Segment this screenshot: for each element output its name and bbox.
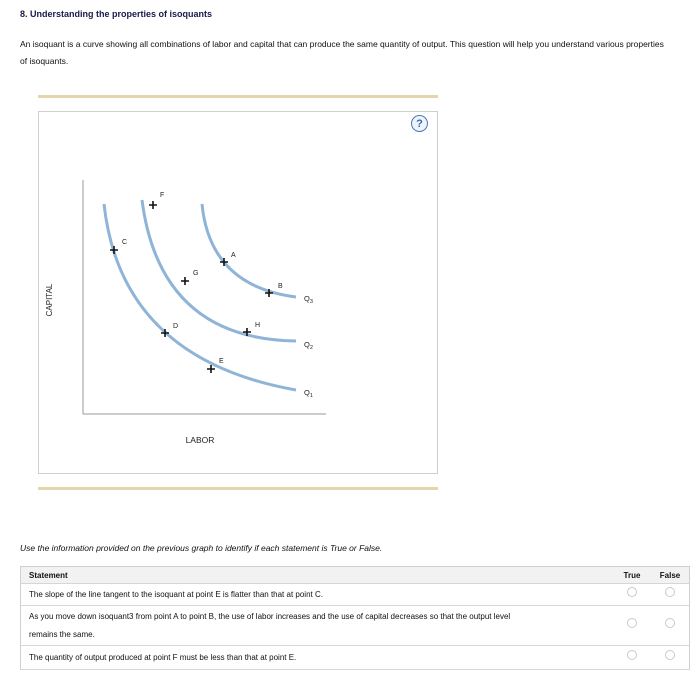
instructions: Use the information provided on the previous graph to identify if each statement is True or False. xyxy=(20,543,383,553)
point-g xyxy=(181,270,198,285)
isoquant-q1 xyxy=(104,204,296,390)
false-radio[interactable] xyxy=(665,618,675,628)
help-icon[interactable]: ? xyxy=(411,115,428,132)
false-radio[interactable] xyxy=(665,587,675,597)
isoquant-q2 xyxy=(142,200,296,341)
isoquant-q2-label: $Q_2$ xyxy=(304,340,313,351)
table-header-row xyxy=(21,567,690,584)
table-row xyxy=(21,584,690,606)
point-e-label: E xyxy=(219,358,224,365)
point-b-label: B xyxy=(278,283,283,290)
point-h-label: H xyxy=(255,322,261,329)
statement-text: The quantity of output produced at point F must be less than that at point E. xyxy=(21,646,614,670)
intro-text: An isoquant is a curve showing all combinations of labor and capital that can produce the same quantity of output. This question will help you understand various properties of isoquants. xyxy=(20,39,664,66)
point-d-label: D xyxy=(173,323,179,330)
point-a-label: A xyxy=(231,252,236,259)
statement-text: The slope of the line tangent to the isoquant at point E is flatter than that at point C. xyxy=(21,584,614,606)
point-g-label: G xyxy=(193,270,199,277)
point-f-label: F xyxy=(160,192,165,199)
false-cell xyxy=(651,606,690,646)
statement-text: As you move down isoquant3 from point A to point B, the use of labor increases and the use of capital decreases so that the output level remains the same. xyxy=(21,606,614,646)
true-radio[interactable] xyxy=(627,618,637,628)
question-title: 8. Understanding the properties of isoquants xyxy=(20,9,213,19)
false-radio[interactable] xyxy=(665,650,675,660)
false-header: False xyxy=(651,567,690,584)
isoquant-q3-label: $Q_3$ xyxy=(304,294,313,305)
point-f xyxy=(149,192,164,209)
true-radio[interactable] xyxy=(627,587,637,597)
point-f-marker xyxy=(149,201,157,209)
false-cell xyxy=(651,646,690,670)
point-c-label: C xyxy=(122,239,128,246)
bottom-divider xyxy=(38,487,438,490)
true-header: True xyxy=(613,567,651,584)
true-radio[interactable] xyxy=(627,650,637,660)
true-cell xyxy=(613,584,651,606)
table-row xyxy=(21,606,690,646)
y-axis-label: CAPITAL xyxy=(45,283,54,317)
true-cell xyxy=(613,606,651,646)
statement-table xyxy=(20,566,690,670)
true-cell xyxy=(613,646,651,670)
statement-header: Statement xyxy=(21,567,614,584)
point-g-marker xyxy=(181,277,189,285)
isoquant-q1-label: $Q_1$ xyxy=(304,388,313,399)
false-cell xyxy=(651,584,690,606)
table-row xyxy=(21,646,690,670)
x-axis-label: LABOR xyxy=(185,435,215,445)
